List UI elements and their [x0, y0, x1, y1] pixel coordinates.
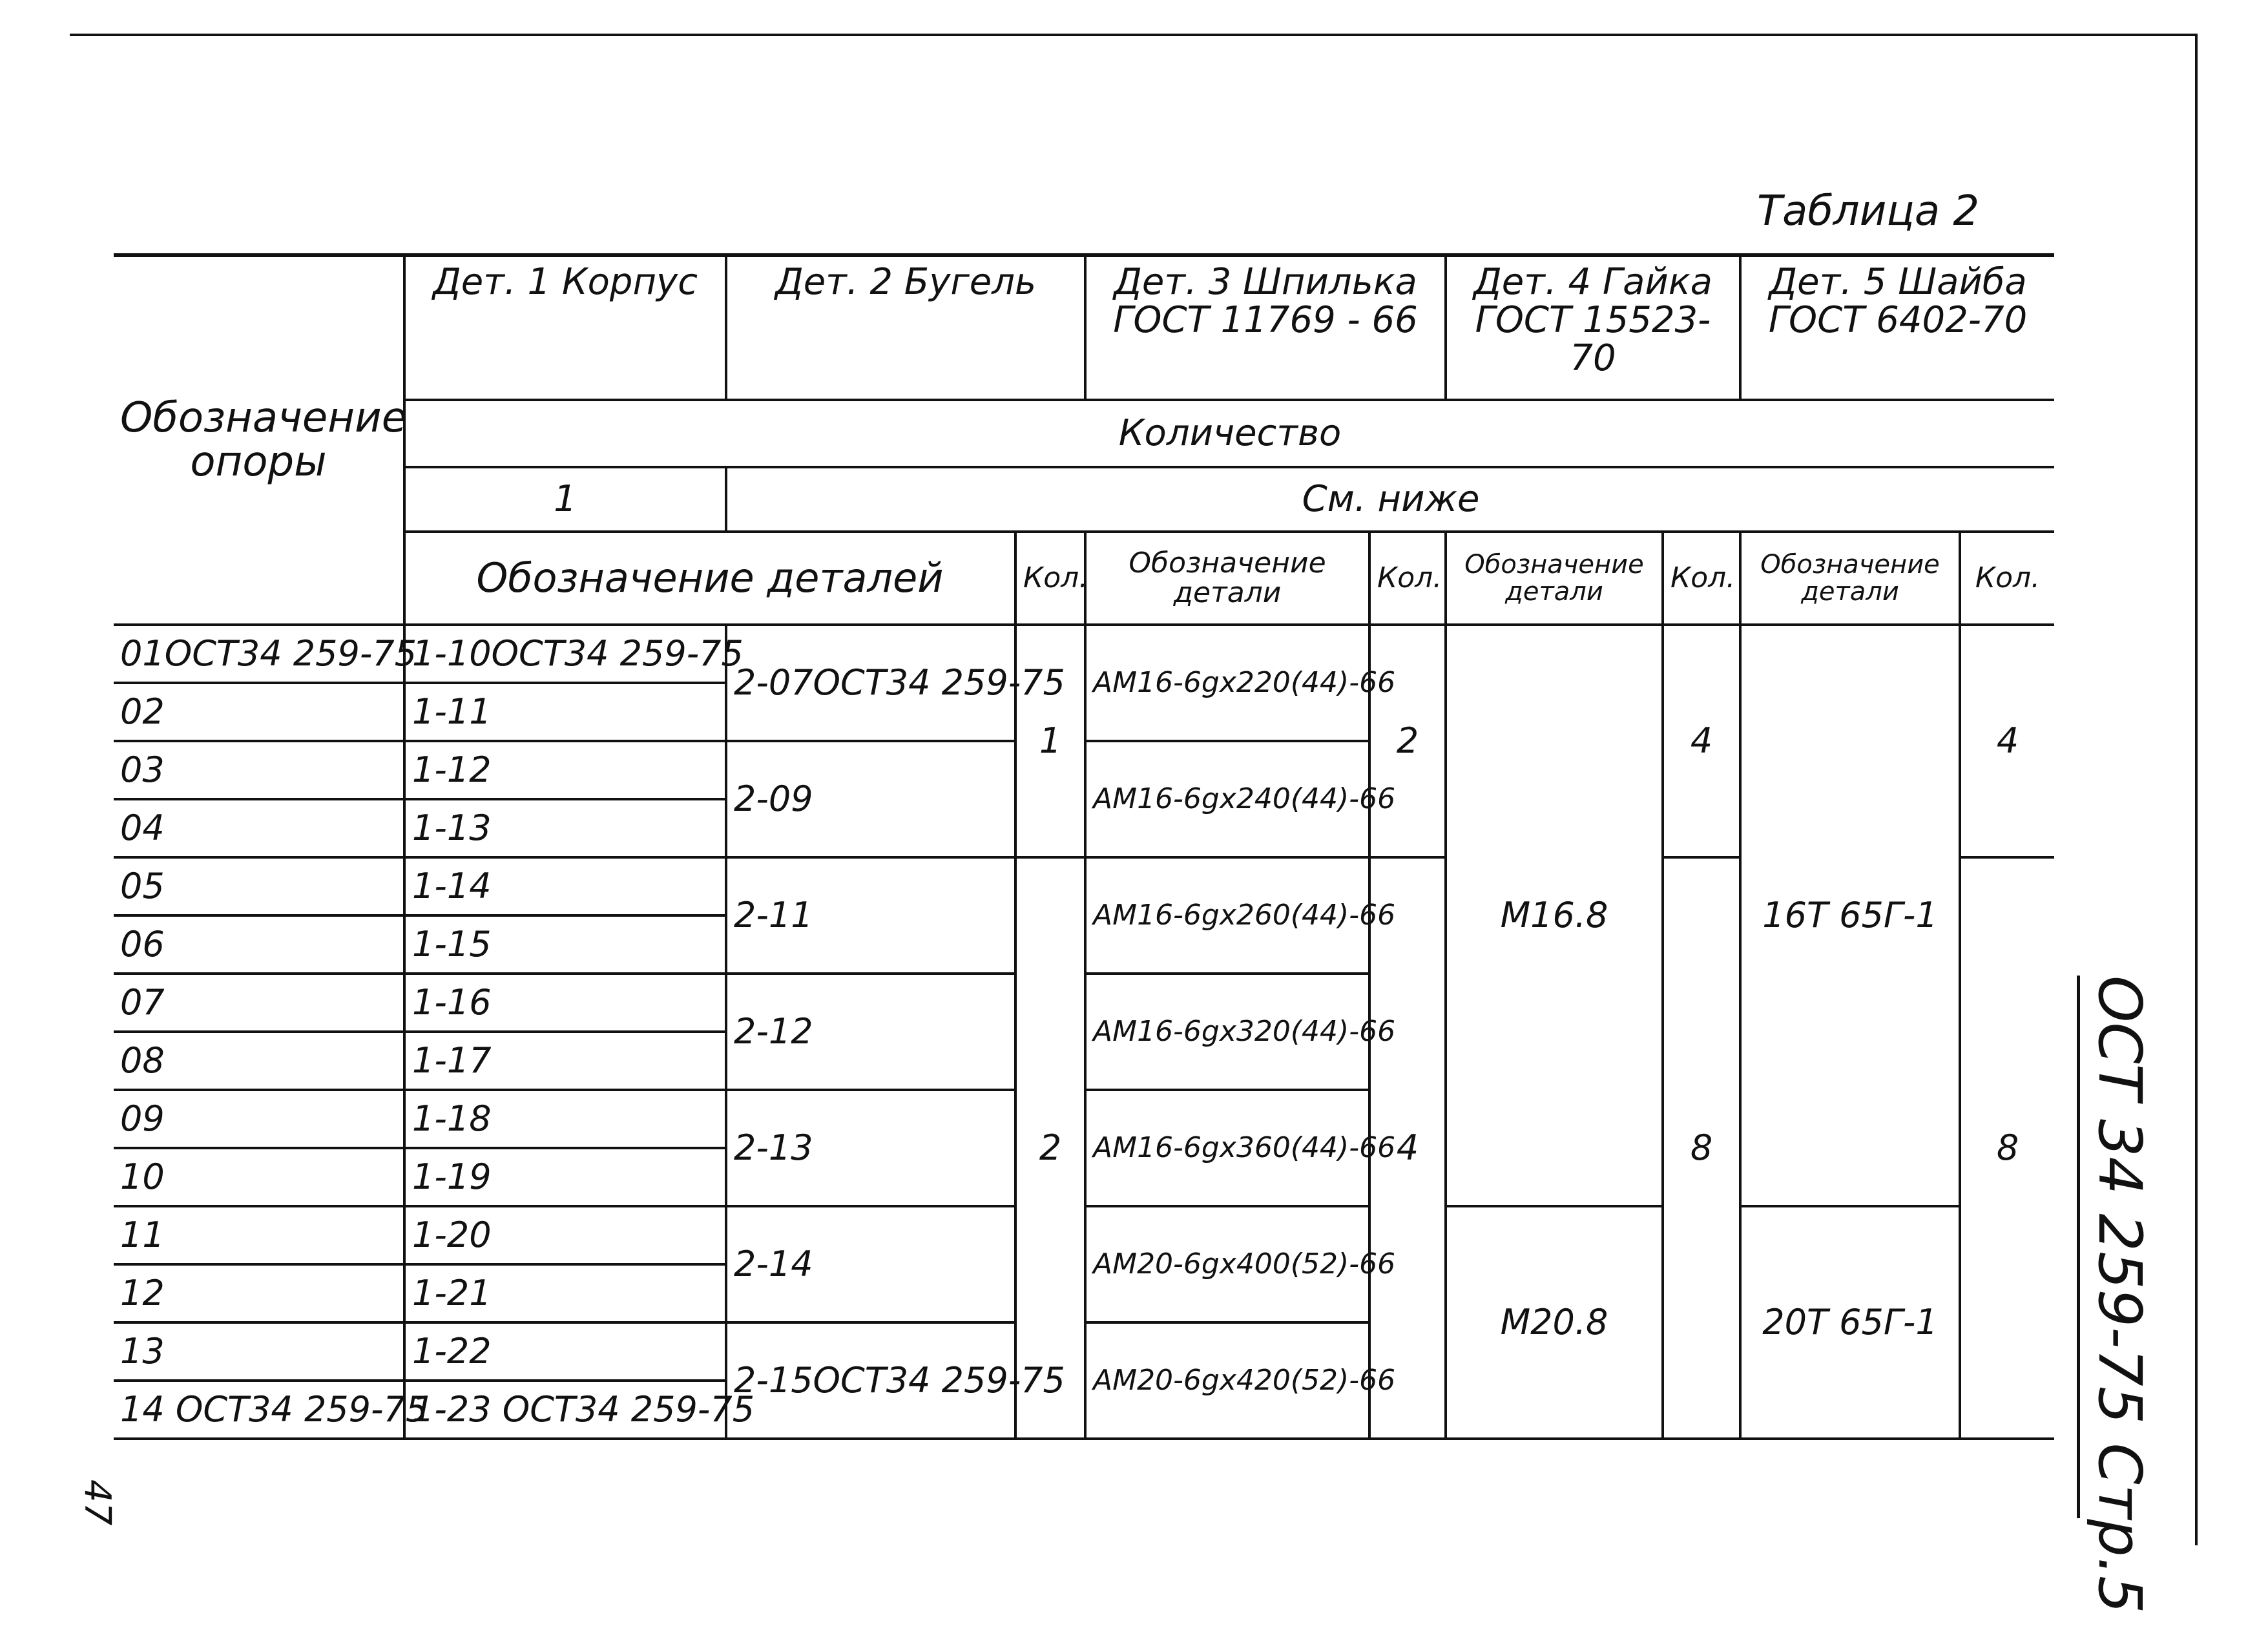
det1-designation: 1-22 — [404, 1322, 726, 1381]
det3-designation: АМ20-6gx420(52)-66 — [1085, 1322, 1369, 1439]
det5-quantity: 8 — [1960, 857, 2054, 1439]
det4-quantity: 4 — [1663, 625, 1740, 857]
header-det2: Дет. 2 Бугель — [726, 255, 1085, 400]
header-kol-det12: Кол. — [1015, 532, 1085, 625]
det2-designation: 2-09 — [726, 741, 1015, 857]
det1-designation: 1-19 — [404, 1148, 726, 1206]
det1-designation: 1-15 — [404, 915, 726, 974]
det2-designation: 2-11 — [726, 857, 1015, 974]
det1-designation: 1-13 — [404, 799, 726, 857]
det4-designation: М16.8 — [1446, 625, 1663, 1206]
support-designation: 01ОСТ34 259-75 — [114, 625, 404, 683]
det3-quantity: 4 — [1369, 857, 1446, 1439]
det2-designation: 2-07ОСТ34 259-75 — [726, 625, 1015, 741]
det1-designation: 1-23 ОСТ34 259-75 — [404, 1381, 726, 1439]
support-designation: 11 — [114, 1206, 404, 1264]
header-parts-designation: Обозначение деталей — [404, 532, 1015, 625]
det5-designation: 20Т 65Г-1 — [1740, 1206, 1960, 1439]
support-designation: 09 — [114, 1090, 404, 1148]
det1-designation: 1-21 — [404, 1264, 726, 1322]
header-see-below: См. ниже — [726, 467, 2054, 532]
det3-quantity: 2 — [1369, 625, 1446, 857]
page-number: 47 — [76, 1479, 118, 1526]
det2-designation: 2-14 — [726, 1206, 1015, 1322]
header-kol-det3: Кол. — [1369, 532, 1446, 625]
det12-quantity: 1 — [1015, 625, 1085, 857]
parts-table — [114, 253, 2054, 1440]
support-designation: 03 — [114, 741, 404, 799]
det3-designation: АМ16-6gx220(44)-66 — [1085, 625, 1369, 741]
det2-designation: 2-15ОСТ34 259-75 — [726, 1322, 1015, 1439]
header-kol-det5: Кол. — [1960, 532, 2054, 625]
support-designation: 02 — [114, 683, 404, 741]
header-kol-det4: Кол. — [1663, 532, 1740, 625]
det3-designation: АМ16-6gx360(44)-66 — [1085, 1090, 1369, 1206]
frame-top-line — [70, 34, 2195, 36]
support-designation: 07 — [114, 974, 404, 1032]
det3-designation: АМ20-6gx400(52)-66 — [1085, 1206, 1369, 1322]
det3-designation: АМ16-6gx260(44)-66 — [1085, 857, 1369, 974]
det1-designation: 1-12 — [404, 741, 726, 799]
support-designation: 14 ОСТ34 259-75 — [114, 1381, 404, 1439]
header-part-designation-det4: Обозначение детали — [1446, 532, 1663, 625]
support-designation: 13 — [114, 1322, 404, 1381]
support-designation: 05 — [114, 857, 404, 915]
support-designation: 04 — [114, 799, 404, 857]
header-support-designation: Обозначение опоры — [114, 255, 404, 625]
support-designation: 08 — [114, 1032, 404, 1090]
document-code-stamp — [2077, 976, 2154, 1614]
header-det1: Дет. 1 Корпус — [404, 255, 726, 400]
det12-quantity: 2 — [1015, 857, 1085, 1439]
det5-quantity: 4 — [1960, 625, 2054, 857]
header-det3: Дет. 3 Шпилька ГОСТ 11769 - 66 — [1085, 255, 1446, 400]
header-det5: Дет. 5 Шайба ГОСТ 6402-70 — [1740, 255, 2054, 400]
det3-designation: АМ16-6gx320(44)-66 — [1085, 974, 1369, 1090]
support-designation: 12 — [114, 1264, 404, 1322]
header-part-designation-det3: Обозначение детали — [1085, 532, 1369, 625]
det3-designation: АМ16-6gx240(44)-66 — [1085, 741, 1369, 857]
det2-designation: 2-13 — [726, 1090, 1015, 1206]
det1-designation: 1-18 — [404, 1090, 726, 1148]
det5-designation: 16Т 65Г-1 — [1740, 625, 1960, 1206]
det1-designation: 1-20 — [404, 1206, 726, 1264]
support-designation: 06 — [114, 915, 404, 974]
header-qty-det1: 1 — [404, 467, 726, 532]
document-code-text: ОСТ 34 259-75 Стр.5 — [2085, 976, 2154, 1614]
support-designation: 10 — [114, 1148, 404, 1206]
frame-right-line — [2195, 34, 2198, 1545]
det1-designation: 1-17 — [404, 1032, 726, 1090]
det1-designation: 1-11 — [404, 683, 726, 741]
table-title: Таблица 2 — [1757, 187, 1980, 235]
header-det4: Дет. 4 Гайка ГОСТ 15523-70 — [1446, 255, 1740, 400]
header-quantity: Количество — [404, 400, 2054, 467]
det4-quantity: 8 — [1663, 857, 1740, 1439]
det2-designation: 2-12 — [726, 974, 1015, 1090]
det4-designation: М20.8 — [1446, 1206, 1663, 1439]
header-part-designation-det5: Обозначение детали — [1740, 532, 1960, 625]
det1-designation: 1-10ОСТ34 259-75 — [404, 625, 726, 683]
det1-designation: 1-14 — [404, 857, 726, 915]
det1-designation: 1-16 — [404, 974, 726, 1032]
